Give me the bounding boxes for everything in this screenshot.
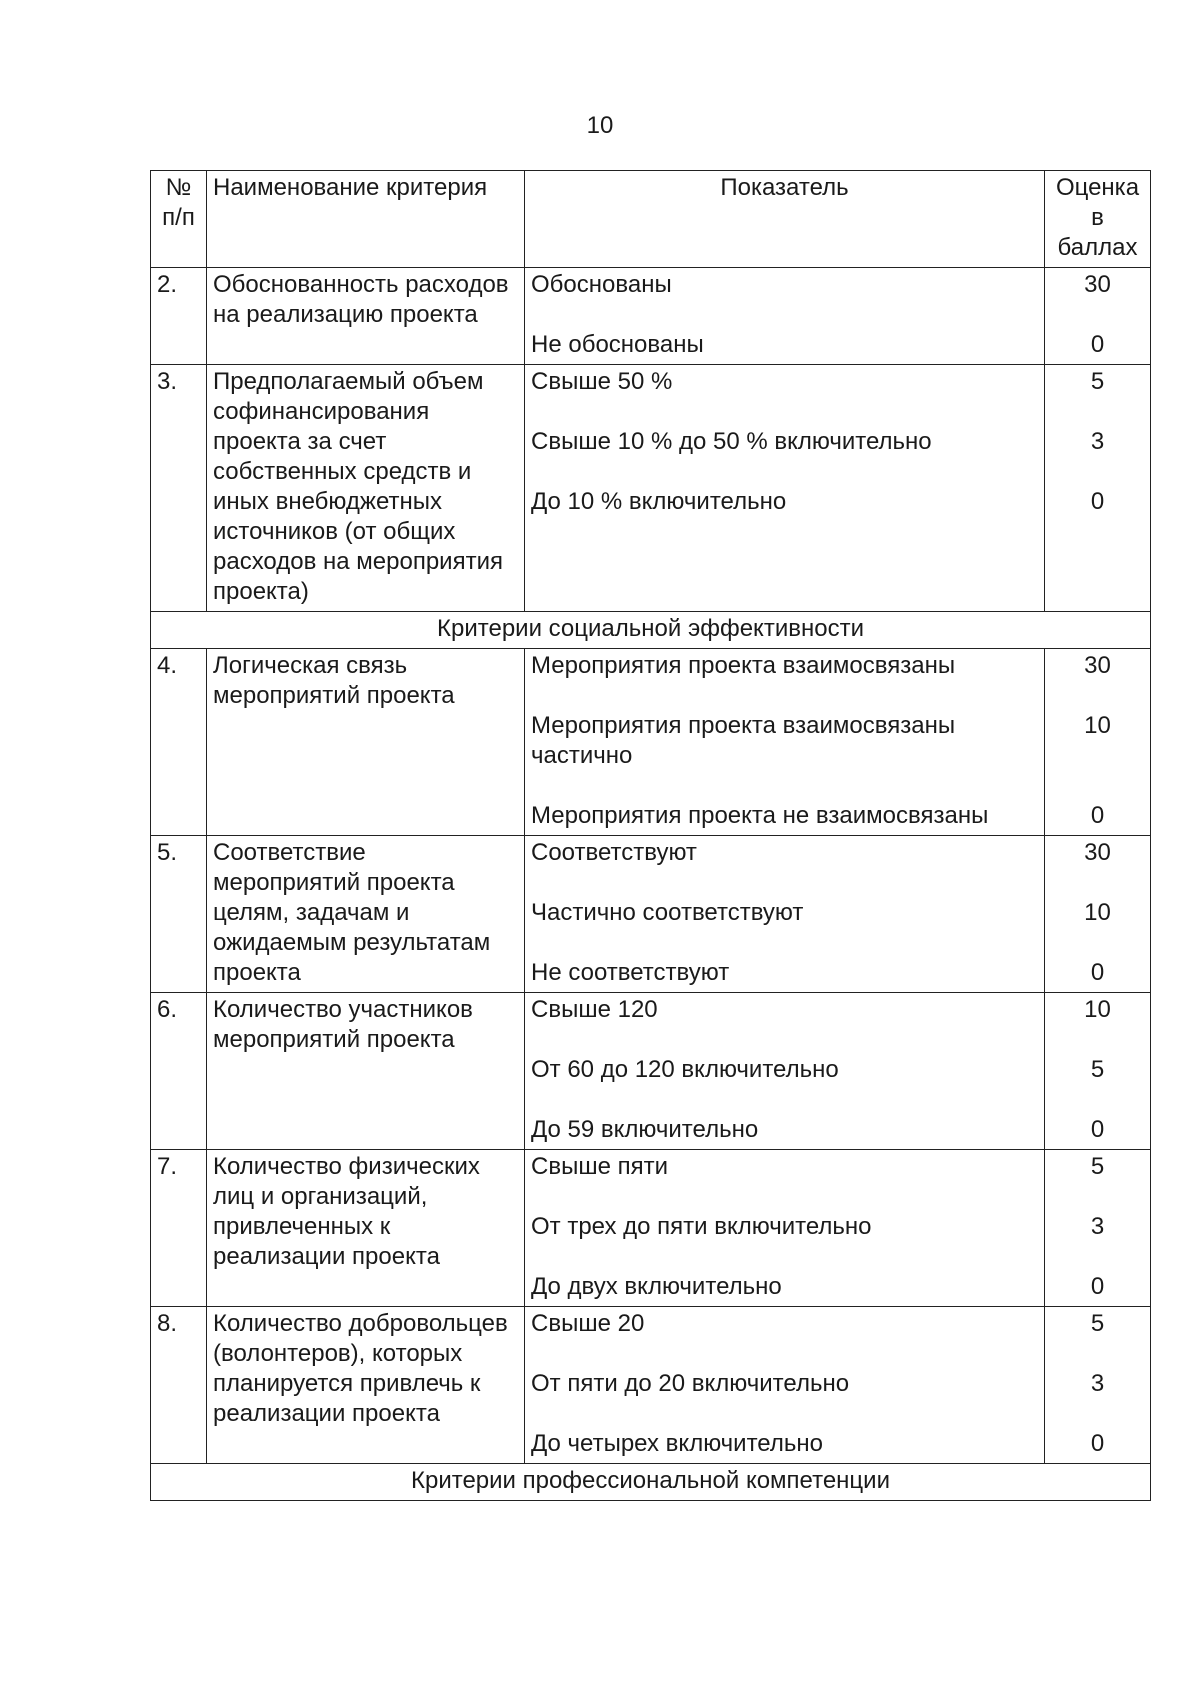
score: 30 xyxy=(1084,652,1111,679)
score: 10 xyxy=(1084,712,1111,739)
indicator: Свыше 120 xyxy=(531,996,658,1023)
indicator-cell xyxy=(525,836,1045,993)
header-num: № п/п xyxy=(151,171,207,268)
indicator: Обоснованы xyxy=(531,271,672,298)
indicator: До 10 % включительно xyxy=(531,488,787,515)
indicator: От трех до пяти включительно xyxy=(531,1213,872,1240)
score: 10 xyxy=(1084,899,1111,926)
table-row xyxy=(151,268,1151,365)
score: 0 xyxy=(1090,488,1105,515)
score: 0 xyxy=(1090,331,1105,358)
header-score: Оценка в баллах xyxy=(1045,171,1151,268)
header-name: Наименование критерия xyxy=(207,171,525,268)
indicator: От 60 до 120 включительно xyxy=(531,1056,839,1083)
table-header-row xyxy=(151,171,1151,268)
header-indicator: Показатель xyxy=(525,171,1045,268)
section-title-social: Критерии социальной эффективности xyxy=(151,612,1151,649)
score-cell xyxy=(1045,1307,1151,1464)
table-row xyxy=(151,836,1151,993)
score: 5 xyxy=(1090,1056,1105,1083)
indicator: Свыше пяти xyxy=(531,1153,668,1180)
score: 3 xyxy=(1090,428,1105,455)
score: 0 xyxy=(1090,1430,1105,1457)
row-num: 7. xyxy=(151,1150,207,1307)
score: 3 xyxy=(1090,1370,1105,1397)
indicator: Свыше 10 % до 50 % включительно xyxy=(531,428,932,455)
score: 0 xyxy=(1090,1116,1105,1143)
page-number: 10 xyxy=(586,112,614,139)
table-row xyxy=(151,1150,1151,1307)
score-cell xyxy=(1045,268,1151,365)
criteria-table xyxy=(150,170,1151,1501)
indicator-cell xyxy=(525,365,1045,612)
section-row xyxy=(151,612,1151,649)
indicator: Мероприятия проекта не взаимосвязаны xyxy=(531,802,989,829)
indicator: Мероприятия проекта взаимосвязаны частично xyxy=(531,712,956,769)
table-row xyxy=(151,993,1151,1150)
criterion-name: Количество добровольцев (волонтеров), которых планируется привлечь к реализации проекта xyxy=(207,1307,525,1464)
indicator-cell xyxy=(525,1307,1045,1464)
criterion-name: Соответствие мероприятий проекта целям, задачам и ожидаемым результатам проекта xyxy=(207,836,525,993)
table-row xyxy=(151,1307,1151,1464)
section-title-professional: Критерии профессиональной компетенции xyxy=(151,1464,1151,1501)
score: 0 xyxy=(1090,1273,1105,1300)
score: 0 xyxy=(1090,802,1105,829)
score-cell xyxy=(1045,836,1151,993)
row-num: 2. xyxy=(151,268,207,365)
criterion-name: Обоснованность расходов на реализацию проекта xyxy=(207,268,525,365)
indicator: От пяти до 20 включительно xyxy=(531,1370,850,1397)
indicator: Не обоснованы xyxy=(531,331,704,358)
row-num: 4. xyxy=(151,649,207,836)
score: 5 xyxy=(1090,368,1105,395)
score-cell xyxy=(1045,993,1151,1150)
indicator: До четырех включительно xyxy=(531,1430,823,1457)
indicator: Частично соответствуют xyxy=(531,899,804,926)
score: 0 xyxy=(1090,959,1105,986)
criterion-name: Логическая связь мероприятий проекта xyxy=(207,649,525,836)
section-row xyxy=(151,1464,1151,1501)
indicator-cell xyxy=(525,1150,1045,1307)
indicator: До двух включительно xyxy=(531,1273,782,1300)
indicator-cell xyxy=(525,993,1045,1150)
criterion-name: Количество участников мероприятий проекта xyxy=(207,993,525,1150)
criterion-name: Предполагаемый объем софинансирования проекта за счет собственных средств и иных внебюджетных источников (от общих расходов на мероприятия проекта) xyxy=(207,365,525,612)
indicator: Не соответствуют xyxy=(531,959,730,986)
indicator: Свыше 20 xyxy=(531,1310,645,1337)
row-num: 3. xyxy=(151,365,207,612)
score: 3 xyxy=(1090,1213,1105,1240)
indicator-cell xyxy=(525,268,1045,365)
score: 5 xyxy=(1090,1153,1105,1180)
score: 30 xyxy=(1084,839,1111,866)
row-num: 5. xyxy=(151,836,207,993)
table-row xyxy=(151,649,1151,836)
indicator: До 59 включительно xyxy=(531,1116,759,1143)
row-num: 8. xyxy=(151,1307,207,1464)
score: 5 xyxy=(1090,1310,1105,1337)
indicator: Свыше 50 % xyxy=(531,368,673,395)
indicator: Мероприятия проекта взаимосвязаны xyxy=(531,652,956,679)
score-cell xyxy=(1045,1150,1151,1307)
indicator-cell xyxy=(525,649,1045,836)
criterion-name: Количество физических лиц и организаций, привлеченных к реализации проекта xyxy=(207,1150,525,1307)
table-row xyxy=(151,365,1151,612)
indicator: Соответствуют xyxy=(531,839,697,866)
score: 10 xyxy=(1084,996,1111,1023)
row-num: 6. xyxy=(151,993,207,1150)
score-cell xyxy=(1045,649,1151,836)
score-cell xyxy=(1045,365,1151,612)
score: 30 xyxy=(1084,271,1111,298)
